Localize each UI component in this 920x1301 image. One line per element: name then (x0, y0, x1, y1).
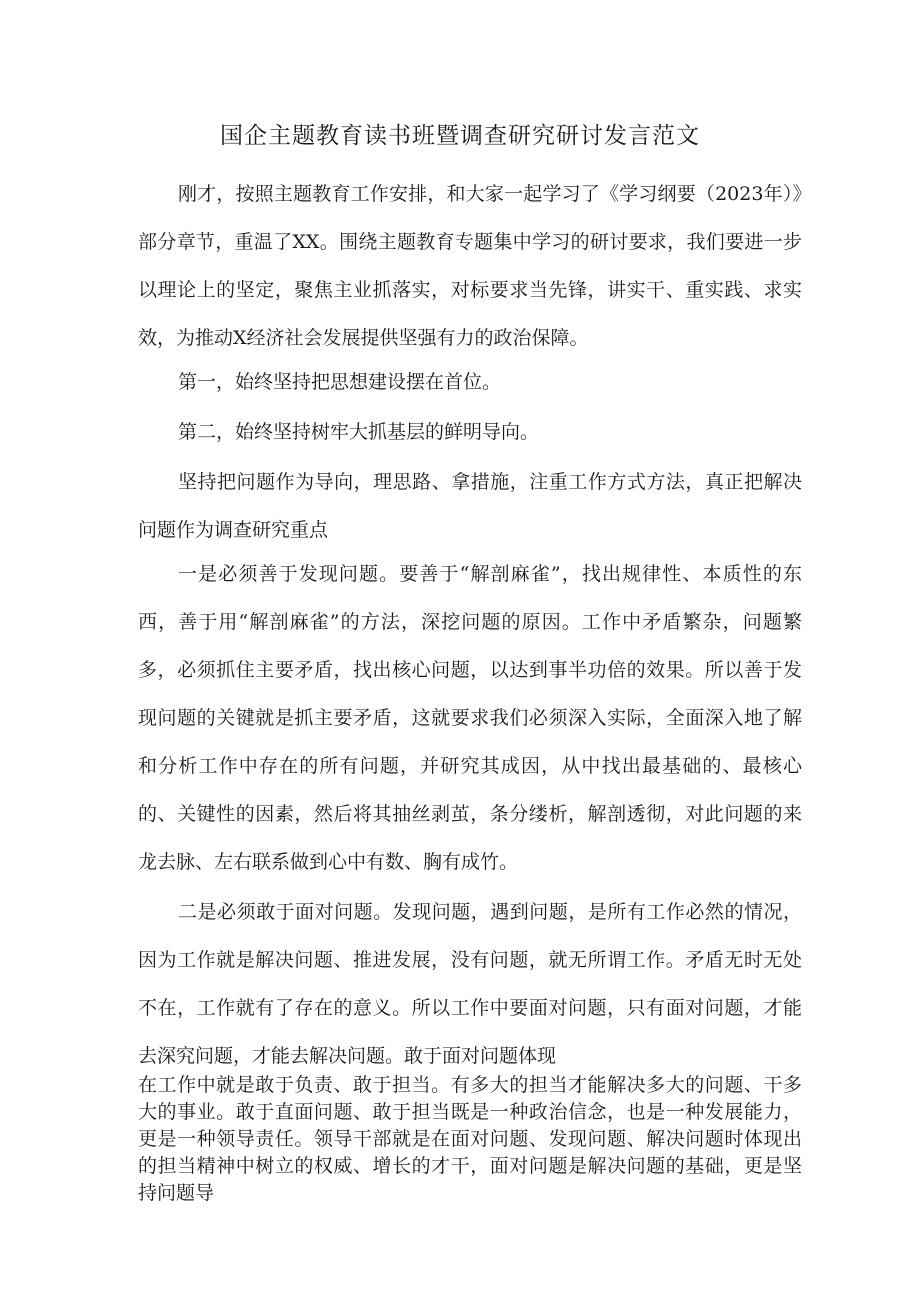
paragraph-responsibility: 在工作中就是敢于负责、敢于担当。有多大的担当才能解决多大的问题、干多大的事业。敢于直面问题、敢于担当既是一种政治信念，也是一种发展能力，更是一种领导责任。领导干部就是在面对问题、发现问题、解决问题时体现出的担当精神中树立的权威、增长的才干，面对问题是解决问题的基础，更是坚持问题导 (138, 1074, 802, 1204)
paragraph-face-problems: 二是必须敢于面对问题。发现问题，遇到问题，是所有工作必然的情况，因为工作就是解决问题、推进发展，没有问题，就无所谓工作。矛盾无时无处不在，工作就有了存在的意义。所以工作中要面对问题，只有面对问题，才能去深究问题，才能去解决问题。敢于面对问题体现 (138, 901, 802, 1067)
paragraph-point-one: 第一，始终坚持把思想建设摆在首位。 (178, 371, 502, 393)
document-title: 国企主题教育读书班暨调查研究研讨发言范文 (220, 123, 700, 149)
paragraph-point-two: 第二，始终坚持树牢大抓基层的鲜明导向。 (178, 421, 540, 443)
paragraph-intro: 刚才，按照主题教育工作安排，和大家一起学习了《学习纲要（2023年）》部分章节，重温了XX。围绕主题教育专题集中学习的研讨要求，我们要进一步以理论上的坚定，聚焦主业抓落实，对标要求当先锋，讲实干、重实践、求实效，为推动X经济社会发展提供坚强有力的政治保障。 (138, 183, 802, 349)
paragraph-discover-problems: 一是必须善于发现问题。要善于“解剖麻雀”，找出规律性、本质性的东西，善于用“解剖麻雀”的方法，深挖问题的原因。工作中矛盾繁杂，问题繁多，必须抓住主要矛盾，找出核心问题，以达到事半功倍的效果。所以善于发现问题的关键就是抓主要矛盾，这就要求我们必须深入实际，全面深入地了解和分析工作中存在的所有问题，并研究其成因，从中找出最基础的、最核心的、关键性的因素，然后将其抽丝剥茧，条分缕析，解剖透彻，对此问题的来龙去脉、左右联系做到心中有数、胸有成竹。 (138, 563, 802, 873)
paragraph-problem-orientation: 坚持把问题作为导向，理思路、拿措施，注重工作方式方法，真正把解决问题作为调查研究重点 (138, 471, 802, 541)
